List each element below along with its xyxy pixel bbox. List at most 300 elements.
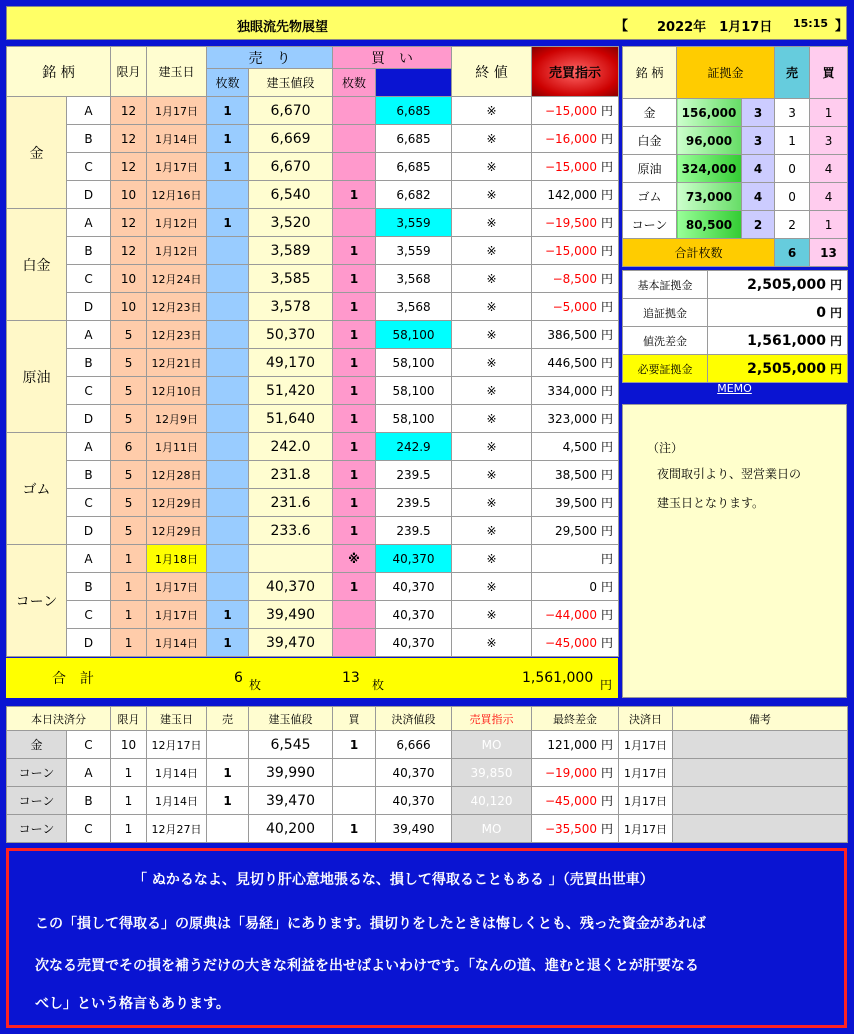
margin-value: 2,505,000 [747, 277, 826, 293]
position-instruction[interactable]: ※ [452, 601, 532, 629]
position-limit: 5 [111, 405, 147, 433]
position-series: D [67, 181, 111, 209]
settle-open-day: 1月14日 [147, 787, 207, 815]
summary-margin: 156,000 [677, 99, 742, 127]
position-limit: 5 [111, 489, 147, 517]
position-yen: 円 [601, 608, 614, 622]
position-buy-qty[interactable] [333, 209, 376, 237]
summary-row [623, 99, 848, 127]
position-instruction[interactable]: ※ [452, 321, 532, 349]
margin-yen: 円 [829, 362, 842, 376]
summary-total-row [623, 239, 848, 267]
summary-total-sell: 6 [775, 239, 810, 267]
position-diff: −15,000 [544, 160, 597, 174]
position-open-price[interactable]: 50,370 [249, 321, 333, 349]
position-row [7, 237, 619, 265]
quote-line-1: 「 ぬかるなよ、見切り肝心意地張るな、損して得取ることもある 」（売買出世車） [133, 872, 654, 888]
position-close: 6,685 [376, 97, 452, 125]
settle-final-cell [532, 787, 619, 815]
position-close: 6,685 [376, 153, 452, 181]
position-series: B [67, 237, 111, 265]
position-open-price[interactable]: 6,670 [249, 97, 333, 125]
position-open-price[interactable]: 40,370 [249, 573, 333, 601]
memo-line-2: 夜間取引より、翌営業日の [657, 467, 802, 481]
header-sell: 売 り [207, 47, 333, 69]
position-close: 58,100 [376, 377, 452, 405]
position-buy-qty[interactable]: 1 [333, 461, 376, 489]
summary-sell: 0 [775, 183, 810, 211]
settle-sell-qty [207, 815, 249, 843]
position-buy-qty[interactable]: 1 [333, 265, 376, 293]
margin-label: 追証拠金 [623, 299, 708, 327]
settle-series: B [67, 787, 111, 815]
summary-count: 2 [742, 211, 775, 239]
header-instruction-button[interactable]: 売買指示 [532, 47, 619, 97]
position-open-day: 12月23日 [147, 321, 207, 349]
position-instruction[interactable]: ※ [452, 377, 532, 405]
position-close: 6,685 [376, 125, 452, 153]
settle-sell-qty [207, 731, 249, 759]
position-series: A [67, 209, 111, 237]
settle-instruction: 39,850 [452, 759, 532, 787]
position-buy-qty[interactable]: 1 [333, 433, 376, 461]
time-text: 15:15 [793, 17, 829, 30]
position-yen: 円 [601, 496, 614, 510]
settle-header-settle-day: 決済日 [619, 707, 673, 731]
position-diff-cell [532, 377, 619, 405]
margin-yen: 円 [829, 334, 842, 348]
position-buy-qty[interactable]: 1 [333, 349, 376, 377]
position-sell-qty[interactable] [207, 461, 249, 489]
header-close: 終 値 [452, 47, 532, 97]
position-open-price[interactable]: 3,585 [249, 265, 333, 293]
settle-buy-qty [333, 759, 376, 787]
position-row [7, 629, 619, 657]
position-open-day: 1月17日 [147, 97, 207, 125]
position-diff-cell [532, 601, 619, 629]
position-limit: 5 [111, 321, 147, 349]
position-close: 239.5 [376, 461, 452, 489]
position-buy-qty[interactable] [333, 125, 376, 153]
total-buy-unit: 枚 [372, 678, 385, 692]
settle-instruction: MO [452, 731, 532, 759]
position-diff: 29,500 [555, 524, 597, 538]
position-close: 40,370 [376, 629, 452, 657]
position-buy-qty[interactable] [333, 153, 376, 181]
memo-box [622, 404, 847, 698]
settle-brand: コーン [7, 787, 67, 815]
position-sell-qty[interactable] [207, 181, 249, 209]
position-open-price[interactable]: 6,540 [249, 181, 333, 209]
position-row [7, 545, 619, 573]
position-series: B [67, 349, 111, 377]
position-instruction[interactable]: ※ [452, 237, 532, 265]
position-diff-cell [532, 517, 619, 545]
position-diff-cell [532, 237, 619, 265]
position-sell-qty[interactable] [207, 489, 249, 517]
position-row [7, 349, 619, 377]
summary-row [623, 211, 848, 239]
position-close: 40,370 [376, 601, 452, 629]
position-buy-qty[interactable]: 1 [333, 405, 376, 433]
position-close: 3,559 [376, 209, 452, 237]
position-close: 58,100 [376, 321, 452, 349]
position-diff: 446,500 [547, 356, 597, 370]
position-diff-cell [532, 97, 619, 125]
position-sell-qty[interactable] [207, 573, 249, 601]
position-instruction[interactable]: ※ [452, 209, 532, 237]
position-instruction[interactable]: ※ [452, 349, 532, 377]
position-open-price[interactable]: 231.8 [249, 461, 333, 489]
position-open-day: 1月17日 [147, 573, 207, 601]
header-buy: 買 い [333, 47, 452, 69]
position-close: 3,568 [376, 265, 452, 293]
position-yen: 円 [601, 440, 614, 454]
position-instruction[interactable]: ※ [452, 181, 532, 209]
position-instruction[interactable]: ※ [452, 545, 532, 573]
position-open-day: 1月11日 [147, 433, 207, 461]
margin-table [622, 270, 848, 383]
total-sell-unit: 枚 [249, 678, 262, 692]
position-open-price[interactable]: 6,670 [249, 153, 333, 181]
settle-open-price: 40,200 [249, 815, 333, 843]
position-row [7, 461, 619, 489]
settle-header-settle-price: 決済値段 [376, 707, 452, 731]
position-series: D [67, 293, 111, 321]
position-buy-qty[interactable] [333, 601, 376, 629]
position-instruction[interactable]: ※ [452, 489, 532, 517]
margin-value: 2,505,000 [747, 361, 826, 377]
settle-open-day: 12月17日 [147, 731, 207, 759]
position-buy-qty[interactable] [333, 629, 376, 657]
position-row [7, 433, 619, 461]
position-open-price[interactable]: 6,669 [249, 125, 333, 153]
position-limit: 12 [111, 125, 147, 153]
position-diff: 334,000 [547, 384, 597, 398]
position-yen: 円 [601, 468, 614, 482]
position-diff: 0 [589, 580, 597, 594]
position-open-price[interactable]: 242.0 [249, 433, 333, 461]
position-sell-qty[interactable] [207, 237, 249, 265]
position-sell-qty[interactable]: 1 [207, 629, 249, 657]
position-brand: 白金 [7, 209, 67, 321]
settle-row [7, 787, 848, 815]
position-close: 58,100 [376, 349, 452, 377]
position-close: 3,568 [376, 293, 452, 321]
position-sell-qty[interactable] [207, 545, 249, 573]
settle-yen: 円 [600, 822, 613, 836]
position-open-price[interactable]: 233.6 [249, 517, 333, 545]
summary-buy: 3 [810, 127, 848, 155]
position-limit: 10 [111, 293, 147, 321]
position-buy-qty[interactable]: 1 [333, 237, 376, 265]
position-instruction[interactable]: ※ [452, 125, 532, 153]
settle-header-open-price: 建玉値段 [249, 707, 333, 731]
header-limit: 限月 [111, 47, 147, 97]
position-series: D [67, 405, 111, 433]
position-open-day: 1月12日 [147, 237, 207, 265]
position-series: D [67, 629, 111, 657]
position-diff-cell [532, 461, 619, 489]
settle-final: −19,000 [544, 766, 597, 780]
summary-brand: 白金 [623, 127, 677, 155]
position-sell-qty[interactable] [207, 517, 249, 545]
position-yen: 円 [601, 524, 614, 538]
position-yen: 円 [601, 356, 614, 370]
position-limit: 12 [111, 97, 147, 125]
settle-limit: 1 [111, 759, 147, 787]
position-sell-qty[interactable]: 1 [207, 97, 249, 125]
position-limit: 12 [111, 237, 147, 265]
margin-value: 0 [816, 305, 826, 321]
position-instruction[interactable]: ※ [452, 405, 532, 433]
summary-sell: 3 [775, 99, 810, 127]
position-diff-cell [532, 405, 619, 433]
date-bracket-left: 【 [615, 19, 629, 34]
position-series: C [67, 265, 111, 293]
position-row [7, 601, 619, 629]
position-sell-qty[interactable] [207, 377, 249, 405]
position-buy-qty[interactable]: 1 [333, 293, 376, 321]
position-limit: 5 [111, 461, 147, 489]
position-sell-qty[interactable]: 1 [207, 209, 249, 237]
position-open-price[interactable]: 51,640 [249, 405, 333, 433]
position-instruction[interactable]: ※ [452, 573, 532, 601]
position-diff: 39,500 [555, 496, 597, 510]
position-diff-cell [532, 293, 619, 321]
position-open-price[interactable]: 39,490 [249, 601, 333, 629]
position-series: C [67, 601, 111, 629]
position-diff-cell [532, 573, 619, 601]
position-diff: −15,000 [544, 244, 597, 258]
settle-final-cell [532, 815, 619, 843]
summary-header-margin: 証拠金 [677, 47, 775, 99]
position-close: 242.9 [376, 433, 452, 461]
settle-day: 1月17日 [619, 815, 673, 843]
settle-header-buy: 買 [333, 707, 376, 731]
date-bracket-right: 】 [835, 19, 849, 34]
position-open-day: 1月14日 [147, 629, 207, 657]
settle-header-brand: 本日決済分 [7, 707, 111, 731]
position-buy-qty[interactable]: 1 [333, 573, 376, 601]
settle-open-day: 1月14日 [147, 759, 207, 787]
position-sell-qty[interactable] [207, 321, 249, 349]
quote-line-2: この「損して得取る」の原典は「易経」にあります。損切りをしたときは悔しくとも、残った資金があれば [35, 916, 706, 932]
positions-table [6, 46, 619, 657]
position-yen: 円 [601, 244, 614, 258]
position-buy-qty[interactable] [333, 97, 376, 125]
position-sell-qty[interactable] [207, 293, 249, 321]
summary-margin: 80,500 [677, 211, 742, 239]
position-instruction[interactable]: ※ [452, 517, 532, 545]
position-instruction[interactable]: ※ [452, 629, 532, 657]
summary-table [622, 46, 848, 267]
position-series: C [67, 153, 111, 181]
position-yen: 円 [601, 384, 614, 398]
position-open-price[interactable]: 231.6 [249, 489, 333, 517]
margin-row [623, 355, 848, 383]
position-sell-qty[interactable] [207, 433, 249, 461]
position-diff: 142,000 [547, 188, 597, 202]
header-open-day: 建玉日 [147, 47, 207, 97]
position-buy-qty[interactable]: 1 [333, 321, 376, 349]
position-open-price[interactable]: 51,420 [249, 377, 333, 405]
summary-margin: 73,000 [677, 183, 742, 211]
summary-header-sell: 売 [775, 47, 810, 99]
position-close: 3,559 [376, 237, 452, 265]
total-yen: 円 [600, 678, 613, 692]
position-brand: コーン [7, 545, 67, 657]
position-row [7, 209, 619, 237]
position-instruction[interactable]: ※ [452, 153, 532, 181]
position-open-price[interactable]: 3,589 [249, 237, 333, 265]
position-close: 58,100 [376, 405, 452, 433]
position-buy-qty[interactable]: ※ [333, 545, 376, 573]
settle-open-price: 39,470 [249, 787, 333, 815]
settle-header-limit: 限月 [111, 707, 147, 731]
settle-price: 39,490 [376, 815, 452, 843]
settlement-table [6, 706, 848, 843]
position-buy-qty[interactable]: 1 [333, 377, 376, 405]
position-sell-qty[interactable]: 1 [207, 125, 249, 153]
position-open-day: 12月29日 [147, 489, 207, 517]
margin-row [623, 271, 848, 299]
settle-limit: 1 [111, 787, 147, 815]
date-text: 2022年 1月17日 [657, 20, 773, 35]
settle-buy-qty: 1 [333, 731, 376, 759]
position-series: A [67, 433, 111, 461]
position-diff-cell [532, 153, 619, 181]
position-diff-cell [532, 181, 619, 209]
position-row [7, 405, 619, 433]
summary-sell: 0 [775, 155, 810, 183]
position-series: A [67, 321, 111, 349]
margin-label: 必要証拠金 [623, 355, 708, 383]
position-diff-cell [532, 349, 619, 377]
settle-row [7, 815, 848, 843]
position-series: B [67, 125, 111, 153]
position-buy-qty[interactable]: 1 [333, 181, 376, 209]
position-row [7, 377, 619, 405]
position-diff-cell [532, 321, 619, 349]
position-open-price[interactable]: 3,578 [249, 293, 333, 321]
settle-price: 6,666 [376, 731, 452, 759]
position-open-price[interactable]: 3,520 [249, 209, 333, 237]
position-series: B [67, 461, 111, 489]
position-yen: 円 [601, 188, 614, 202]
position-buy-qty[interactable]: 1 [333, 489, 376, 517]
summary-header-brand: 銘 柄 [623, 47, 677, 99]
position-diff-cell [532, 209, 619, 237]
position-row [7, 181, 619, 209]
settle-open-day: 12月27日 [147, 815, 207, 843]
position-close: 239.5 [376, 517, 452, 545]
position-brand: 金 [7, 97, 67, 209]
position-instruction[interactable]: ※ [452, 433, 532, 461]
position-open-price[interactable]: 49,170 [249, 349, 333, 377]
position-yen: 円 [601, 412, 614, 426]
position-limit: 12 [111, 153, 147, 181]
position-brand: 原油 [7, 321, 67, 433]
position-sell-qty[interactable] [207, 265, 249, 293]
position-close: 239.5 [376, 489, 452, 517]
summary-brand: コーン [623, 211, 677, 239]
position-yen: 円 [601, 636, 614, 650]
settle-final: 121,000 [547, 738, 597, 752]
position-diff: −8,500 [552, 272, 597, 286]
position-series: A [67, 545, 111, 573]
settle-header-note: 備考 [673, 707, 848, 731]
settle-header-instruction: 売買指示 [452, 707, 532, 731]
position-limit: 5 [111, 517, 147, 545]
position-open-day: 12月16日 [147, 181, 207, 209]
position-diff: 38,500 [555, 468, 597, 482]
position-row [7, 517, 619, 545]
position-close: 40,370 [376, 573, 452, 601]
position-sell-qty[interactable]: 1 [207, 153, 249, 181]
position-diff: 386,500 [547, 328, 597, 342]
position-open-price[interactable] [249, 545, 333, 573]
settle-header-sell: 売 [207, 707, 249, 731]
position-diff: 323,000 [547, 412, 597, 426]
total-buy: 13 [342, 670, 360, 686]
position-sell-qty[interactable] [207, 405, 249, 433]
summary-total-label: 合計枚数 [623, 239, 775, 267]
settle-limit: 1 [111, 815, 147, 843]
position-diff-cell [532, 489, 619, 517]
summary-count: 3 [742, 99, 775, 127]
summary-buy: 4 [810, 183, 848, 211]
position-row [7, 573, 619, 601]
position-diff: −5,000 [552, 300, 597, 314]
position-series: B [67, 573, 111, 601]
summary-count: 4 [742, 155, 775, 183]
position-diff: −19,500 [544, 216, 597, 230]
summary-row [623, 183, 848, 211]
position-instruction[interactable]: ※ [452, 293, 532, 321]
margin-value-cell [708, 327, 848, 355]
total-label: 合 計 [52, 671, 94, 687]
position-instruction[interactable]: ※ [452, 97, 532, 125]
quote-line-4: べし」という格言もあります。 [35, 996, 230, 1012]
settle-row [7, 731, 848, 759]
position-instruction[interactable]: ※ [452, 265, 532, 293]
position-sell-qty[interactable]: 1 [207, 601, 249, 629]
position-diff-cell [532, 629, 619, 657]
position-open-day: 1月14日 [147, 125, 207, 153]
settle-note [673, 731, 848, 759]
memo-link[interactable]: MEMO [717, 382, 752, 395]
position-yen: 円 [601, 272, 614, 286]
summary-row [623, 127, 848, 155]
total-row [6, 658, 618, 698]
settle-note [673, 787, 848, 815]
position-sell-qty[interactable] [207, 349, 249, 377]
settle-sell-qty: 1 [207, 759, 249, 787]
settle-price: 40,370 [376, 787, 452, 815]
position-limit: 10 [111, 265, 147, 293]
position-instruction[interactable]: ※ [452, 461, 532, 489]
position-open-day: 1月17日 [147, 153, 207, 181]
summary-buy: 1 [810, 99, 848, 127]
position-limit: 5 [111, 349, 147, 377]
position-buy-qty[interactable]: 1 [333, 517, 376, 545]
margin-value-cell [708, 299, 848, 327]
position-row [7, 153, 619, 181]
position-row [7, 293, 619, 321]
position-open-price[interactable]: 39,470 [249, 629, 333, 657]
settle-brand: コーン [7, 815, 67, 843]
